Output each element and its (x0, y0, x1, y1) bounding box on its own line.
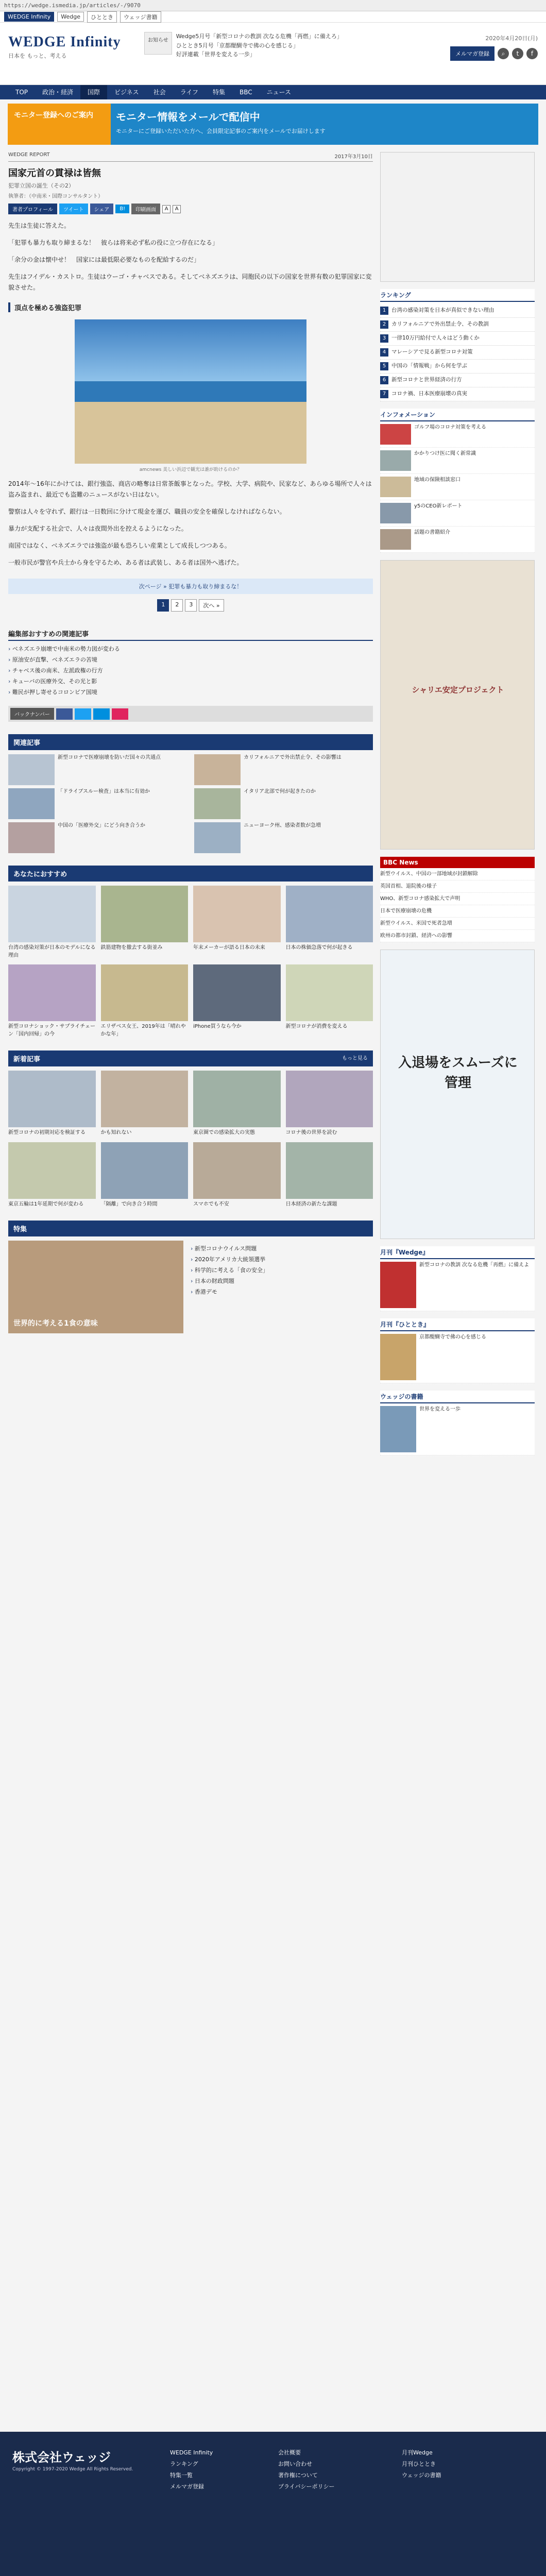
kanren-card[interactable]: 「ドライブスルー検査」は本当に有効か (8, 788, 187, 819)
beach-photo (75, 319, 306, 464)
bbc-item[interactable]: 欧州の都市封鎖、経済への影響 (380, 930, 535, 942)
books-title: ウェッジの書籍 (380, 1391, 535, 1403)
footer-logo[interactable]: 株式会社ウェッジ (12, 2451, 111, 2465)
backnumber-button[interactable]: バックナンバー (10, 708, 54, 720)
kanren-card[interactable]: ニューヨーク州、感染者数が急増 (194, 822, 373, 853)
books-item[interactable]: 世界を変える一歩 (380, 1403, 535, 1455)
footer-col-2 (278, 2447, 334, 2493)
bbc-item[interactable]: 英国首相、退院後の様子 (380, 880, 535, 893)
main-column (8, 152, 373, 1463)
kanren-card[interactable]: カリフォルニアで外出禁止令、その影響は (194, 754, 373, 785)
shinchaku-grid (8, 1071, 373, 1208)
hatena-icon[interactable] (93, 708, 110, 720)
ranking-block (380, 289, 535, 401)
tokushu-item[interactable]: › 新型コロナウイルス問題 (191, 1244, 373, 1255)
site-footer (0, 2432, 546, 2576)
related-item[interactable]: › 難民が押し寄せるコロンビア国境 (8, 687, 373, 698)
hitotoki-item[interactable]: 京都醍醐寺で佛の心を感じる (380, 1331, 535, 1383)
nav-news[interactable]: ニュース (266, 89, 292, 96)
info-item[interactable]: 地域の保険相談窓口 (380, 474, 535, 500)
footer-col-3 (402, 2447, 441, 2481)
site-logo[interactable]: WEDGE Infinity 日本を もっと、考える (8, 34, 121, 59)
tokushu-item[interactable]: › 日本の財政問題 (191, 1276, 373, 1287)
notice-item[interactable]: Wedge5月号「新型コロナの教訓 次なる危機「再燃」に備えろ」 (176, 33, 343, 40)
site-header (0, 23, 546, 85)
tweet-button[interactable]: ツイート (59, 204, 88, 214)
page-3[interactable]: 3 (185, 599, 197, 612)
tokushu-image[interactable] (8, 1241, 183, 1333)
ranking-item[interactable]: 6 新型コロナと世界経済の行方 (380, 374, 535, 387)
paragraph: 先生は生徒に答えた。 (8, 222, 71, 229)
tokushu-caption: 世界的に考える1食の意味 (13, 1319, 98, 1328)
ad-text: シャリエ安定プロジェクト (412, 685, 504, 694)
page-1[interactable]: 1 (157, 599, 169, 612)
paragraph: 警察は人々を守れず、銀行は一日数回に分けて現金を運び、職員の安全を確保しなければならない。 (8, 508, 286, 515)
nav-business[interactable]: ビジネス (114, 89, 139, 96)
banner-left: モニター登録へのご案内 (8, 104, 111, 145)
wedge-block (380, 1246, 535, 1311)
footer-link[interactable]: 特集一覧 (170, 2472, 193, 2479)
bbc-item[interactable]: 新型ウイルス、中国の一部地域が封鎖解除 (380, 868, 535, 880)
photo-caption: amcnews 美しい浜辺で観光は誰が助けるのか？ (139, 467, 242, 472)
footer-link[interactable]: 月刊ひととき (402, 2461, 436, 2467)
bbc-block (380, 857, 535, 942)
osusume-card[interactable]: iPhone買うなら今か (193, 964, 281, 1038)
books-block (380, 1391, 535, 1455)
paragraph: 先生はフイデル・カストロ。生徒はウーゴ・チャベスである。そしてベネズエラは、同胞民の以下の国家を世界有数の犯罪国家に変貌させた。 (8, 273, 372, 291)
wedge-title: 月刊『Wedge』 (380, 1246, 535, 1259)
shinchaku-card[interactable]: コロナ後の世界を読む (286, 1071, 373, 1137)
related-heading: 編集部おすすめの関連記事 (8, 627, 373, 641)
crumb-category[interactable]: WEDGE REPORT (8, 152, 50, 158)
info-item[interactable]: かかりつけ医に聞く新常識 (380, 448, 535, 474)
pocket-icon[interactable] (112, 708, 128, 720)
tokushu-item[interactable]: › 2020年アメリカ大統領選挙 (191, 1255, 373, 1265)
hitotoki-title: 月刊『ひととき』 (380, 1318, 535, 1331)
brand-hitotoki[interactable]: ひととき (87, 11, 117, 23)
bbc-item[interactable]: 日本で医療崩壊の危機 (380, 905, 535, 918)
kanren-grid (8, 754, 373, 853)
twitter-icon[interactable]: t (512, 48, 523, 59)
section-heading: 頂点を極める強盗犯罪 (8, 302, 373, 312)
bbc-item[interactable]: 新型ウイルス、米国で死者急増 (380, 918, 535, 930)
banner-sub: モニターにご登録いただいた方へ、会員限定記事のご案内をメールでお届けします (116, 128, 326, 134)
tokushu-header: 特集 (8, 1221, 373, 1236)
related-item[interactable]: › キューバの医療外交、その光と影 (8, 676, 373, 687)
article-author[interactable]: 執筆者：（中南米・国際コンサルタント） (8, 194, 104, 199)
osusume-grid (8, 886, 373, 1038)
info-item[interactable]: ゴルフ場のコロナ対策を考える (380, 421, 535, 448)
ranking-item[interactable]: 5 中国の「情報戦」から何を学ぶ (380, 360, 535, 374)
footer-link[interactable]: WEDGE Infinity (170, 2449, 213, 2456)
kanren-header: 関連記事 (8, 734, 373, 750)
osusume-card[interactable]: 台湾の感染対策が日本のモデルになる理由 (8, 886, 96, 959)
info-item[interactable]: 話題の書籍紹介 (380, 527, 535, 553)
paragraph: 「余分の金は懐中せ！ 国家には最低限必要なものを配給するのだ」 (8, 256, 200, 263)
global-nav (0, 85, 546, 99)
shinchaku-card[interactable]: かも知れない (101, 1071, 189, 1137)
footer-link[interactable]: 会社概要 (278, 2449, 301, 2456)
related-item[interactable]: › ベネズエラ崩壊で中南米の勢力図が変わる (8, 644, 373, 655)
osusume-card[interactable]: 新型コロナショック・サプライチェーン「国内回帰」の今 (8, 964, 96, 1038)
mail-register-button[interactable]: メルマガ登録 (450, 46, 494, 61)
profile-button[interactable]: 著者プロフィール (8, 204, 57, 214)
shinchaku-card[interactable]: スマホでも不安 (193, 1142, 281, 1209)
bbc-item[interactable]: WHO、新型コロナ感染拡大で声明 (380, 893, 535, 905)
ranking-title: ランキング (380, 289, 535, 302)
related-item[interactable]: › チャベス後の南米、左派政権の行方 (8, 666, 373, 676)
url-bar[interactable]: https://wedge.ismedia.jp/articles/-/9070 (0, 0, 546, 11)
related-item[interactable]: › 原油安が直撃、ベネズエラの苦境 (8, 655, 373, 666)
nav-society[interactable]: 社会 (153, 89, 166, 96)
monitor-banner[interactable] (8, 104, 538, 145)
shinchaku-card[interactable]: 東京圏での感染拡大の実態 (193, 1071, 281, 1137)
next-page-link[interactable]: 次ページ » 犯罪も暴力も取り締まるな！ (8, 579, 373, 594)
sidebar-ad-toray[interactable] (380, 152, 535, 282)
footer-link[interactable]: お問い合わせ (278, 2461, 312, 2467)
page-next[interactable]: 次へ » (199, 599, 224, 612)
hitotoki-block (380, 1318, 535, 1383)
footer-link[interactable]: メルマガ登録 (170, 2483, 204, 2490)
ranking-item[interactable]: 7 コロナ禍、日本医療崩壊の真実 (380, 387, 535, 401)
ranking-item[interactable]: 2 カリフォルニアで外出禁止令、その教訓 (380, 318, 535, 332)
footer-link[interactable]: ウェッジの書籍 (402, 2472, 441, 2479)
notice-box (144, 32, 361, 78)
osusume-header: あなたにおすすめ (8, 866, 373, 882)
breadcrumb (8, 152, 373, 162)
article-title: 国家元首の貫禄は皆無 (8, 168, 101, 178)
ranking-item[interactable]: 1 台湾の感染対策を日本が真似できない理由 (380, 304, 535, 318)
hatena-button[interactable]: B! (115, 205, 129, 213)
share-bar (8, 204, 373, 214)
nav-bbc[interactable]: BBC (240, 89, 252, 96)
footer-link[interactable]: ランキング (170, 2461, 198, 2467)
brand-books[interactable]: ウェッジ書籍 (120, 11, 161, 23)
nav-politics[interactable]: 政治・経済 (42, 89, 74, 96)
bbc-title: BBC News (380, 857, 535, 868)
nav-international[interactable]: 国際 (80, 85, 107, 99)
footer-copyright: Copyright © 1997-2020 Wedge All Rights Reserved. (12, 2467, 133, 2472)
pagination (8, 599, 373, 612)
footer-link[interactable]: 著作権について (278, 2472, 318, 2479)
facebook-icon[interactable]: f (526, 48, 538, 59)
shinchaku-header: 新着記事 もっと見る (8, 1050, 373, 1066)
font-large-button[interactable]: A (162, 205, 170, 213)
article-subtitle: 犯罪立国の誕生（その2） (8, 182, 74, 189)
tokushu-item[interactable]: › 香港デモ (191, 1287, 373, 1298)
wedge-item[interactable]: 新型コロナの教訓 次なる危機「再燃」に備えよ (380, 1259, 535, 1311)
shinchaku-card[interactable]: 東京五輪は1年延期で何が変わる (8, 1142, 96, 1209)
notice-label: お知らせ (144, 32, 172, 55)
twitter-icon[interactable] (75, 708, 91, 720)
brand-wedge[interactable]: Wedge (57, 12, 84, 22)
footer-link[interactable]: 月刊Wedge (402, 2449, 433, 2456)
kanren-card[interactable]: 新型コロナで医療崩壊を防いだ国々の共通点 (8, 754, 187, 785)
page-2[interactable]: 2 (171, 599, 183, 612)
info-title: インフォメーション (380, 409, 535, 421)
info-block (380, 409, 535, 553)
article-date: 2017年3月10日 (334, 154, 373, 160)
shinchaku-card[interactable]: 日本経済の新たな課題 (286, 1142, 373, 1209)
osusume-card[interactable]: 日本の株価急落で何が起きる (286, 886, 373, 959)
nav-feature[interactable]: 特集 (212, 89, 225, 96)
tokushu-list (191, 1244, 373, 1330)
font-small-button[interactable]: A (173, 205, 181, 213)
sidebar (380, 152, 535, 1463)
kanren-card[interactable]: イタリア北部で何が起きたのか (194, 788, 373, 819)
osusume-card[interactable]: 鉄筋建物を撤去する街並み (101, 886, 189, 959)
ranking-item[interactable]: 4 マレーシアで見る新型コロナ対策 (380, 346, 535, 360)
more-link[interactable]: もっと見る (342, 1056, 368, 1062)
kanren-card[interactable]: 中国の「医療外交」にどう向き合うか (8, 822, 187, 853)
tokushu-item[interactable]: › 科学的に考える「食の安全」 (191, 1265, 373, 1276)
footer-col-1 (170, 2447, 213, 2493)
shinchaku-card[interactable]: 「隔離」で向き合う時間 (101, 1142, 189, 1209)
paragraph: 南国ではなく、ベネズエラでは強盗が最も恐ろしい産業として成長しつつある。 (8, 542, 231, 549)
paragraph: 一般市民が警官や兵士から身を守るため、ある者は武装し、ある者は国外へ逃げた。 (8, 559, 243, 566)
shinchaku-card[interactable]: 新型コロナの初期対応を検証する (8, 1071, 96, 1137)
notice-item[interactable]: 好評連載「世界を変える一歩」 (176, 51, 255, 58)
osusume-card[interactable]: 年末メーカーが語る日本の未来 (193, 886, 281, 959)
paragraph: 「犯罪も暴力も取り締まるな！ 彼らは将来必ず私の役に立つ存在になる」 (8, 239, 219, 246)
facebook-icon[interactable] (56, 708, 73, 720)
sidebar-ad-building[interactable] (380, 560, 535, 850)
ad-headline: 入退場をスムーズに管理 (398, 1055, 518, 1091)
print-button[interactable]: 印刷画面 (131, 204, 160, 214)
article-body (8, 221, 373, 568)
nav-top[interactable]: TOP (15, 89, 28, 96)
ranking-item[interactable]: 3 一律10万円給付で人々はどう動くか (380, 332, 535, 346)
paragraph: 暴力が支配する社会で、人々は夜間外出を控えるようになった。 (8, 525, 187, 532)
nav-life[interactable]: ライフ (180, 89, 198, 96)
osusume-card[interactable]: エリザベス女王、2019年は「晴れやかな年」 (101, 964, 189, 1038)
search-icon[interactable]: ⌕ (498, 48, 509, 59)
header-date: 2020年4月20日(月) (485, 35, 538, 42)
sidebar-ad-access[interactable] (380, 950, 535, 1239)
paragraph: 2014年〜16年にかけては、銀行強盗、商店の略奪は日常茶飯事となった。学校、大学、病院や、民家など、あらゆる場所で人々は盗み盗まれ、最近でも盗難のニュースがない日はない。 (8, 480, 372, 498)
footer-link[interactable]: プライバシーポリシー (278, 2483, 335, 2490)
info-item[interactable]: y5のCEO新レポート (380, 500, 535, 527)
related-list (8, 644, 373, 698)
backnumber-bar (8, 706, 373, 722)
brand-bar (0, 11, 546, 23)
brand-wedge-infinity[interactable]: WEDGE Infinity (4, 12, 54, 22)
osusume-card[interactable]: 新型コロナが消費を変える (286, 964, 373, 1038)
facebook-share-button[interactable]: シェア (90, 204, 114, 214)
banner-headline: モニター情報をメールで配信中 (116, 111, 260, 123)
notice-item[interactable]: ひととき5月号「京都醍醐寺で佛の心を感じる」 (176, 42, 299, 49)
